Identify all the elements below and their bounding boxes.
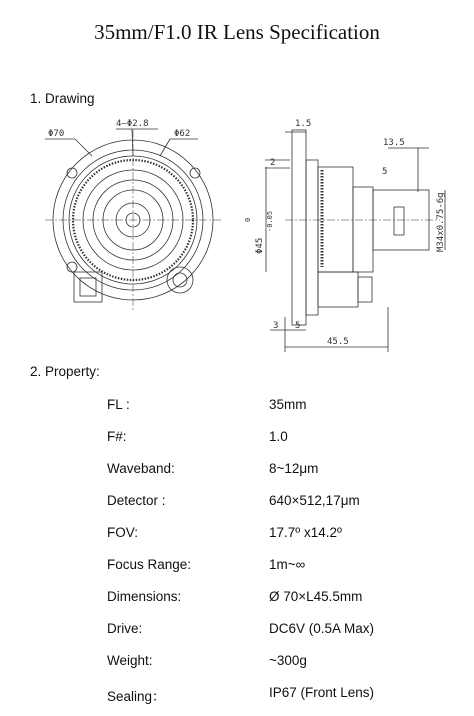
- lens-technical-drawing: [40, 112, 450, 357]
- dim-inner-diameter: Φ62: [174, 129, 191, 139]
- property-row: [0, 429, 474, 449]
- dim-5-bottom: 5: [295, 321, 301, 331]
- property-value: 17.7º x14.2º: [269, 525, 342, 540]
- dim-1-5: 1.5: [295, 119, 312, 129]
- property-row: [0, 493, 474, 513]
- property-value: Ø 70×L45.5mm: [269, 589, 363, 604]
- property-value: ~300g: [269, 653, 307, 668]
- property-value: DC6V (0.5A Max): [269, 621, 375, 636]
- property-label: Sealing：: [107, 689, 166, 704]
- section-heading-property: 2. Property:: [30, 364, 100, 379]
- property-row: [0, 397, 474, 417]
- property-value: 1m~∞: [269, 557, 306, 572]
- dim-thread: M34x0.75-6g: [436, 192, 446, 252]
- dim-bore: Φ45: [255, 237, 265, 254]
- front-view: [45, 129, 222, 310]
- dim-tolerance-lower: -0.05: [266, 210, 274, 232]
- property-label: Detector :: [107, 493, 166, 508]
- property-value: 1.0: [269, 429, 288, 444]
- property-label: Dimensions:: [107, 589, 182, 604]
- page-title: 35mm/F1.0 IR Lens Specification: [94, 20, 380, 44]
- property-row: [0, 621, 474, 641]
- property-label: Waveband:: [107, 461, 175, 476]
- section-heading-drawing: 1. Drawing: [30, 91, 95, 106]
- property-label: Drive:: [107, 621, 143, 636]
- dim-front-diameter: Φ70: [48, 129, 65, 139]
- side-view: [265, 130, 445, 352]
- property-label: FL :: [107, 397, 130, 412]
- property-label: Weight:: [107, 653, 153, 668]
- property-row: [0, 557, 474, 577]
- dim-3: 3: [273, 321, 279, 331]
- property-value: 640×512,17μm: [269, 493, 360, 508]
- property-label: FOV:: [107, 525, 139, 540]
- property-row: [0, 685, 474, 705]
- property-value: IP67 (Front Lens): [269, 685, 375, 700]
- dim-13-5: 13.5: [383, 138, 405, 148]
- property-row: [0, 525, 474, 545]
- dim-mount-holes: 4–Φ2.8: [116, 119, 149, 129]
- property-row: [0, 653, 474, 673]
- property-label: Focus Range:: [107, 557, 192, 572]
- property-value: 8~12μm: [269, 461, 319, 476]
- dim-2: 2: [270, 158, 276, 168]
- property-value: 35mm: [269, 397, 307, 412]
- property-label: F#:: [107, 429, 127, 444]
- dim-5-top: 5: [382, 167, 388, 177]
- dim-tolerance-upper: 0: [244, 217, 252, 222]
- dim-length: 45.5: [327, 337, 349, 347]
- property-row: [0, 589, 474, 609]
- property-row: [0, 461, 474, 481]
